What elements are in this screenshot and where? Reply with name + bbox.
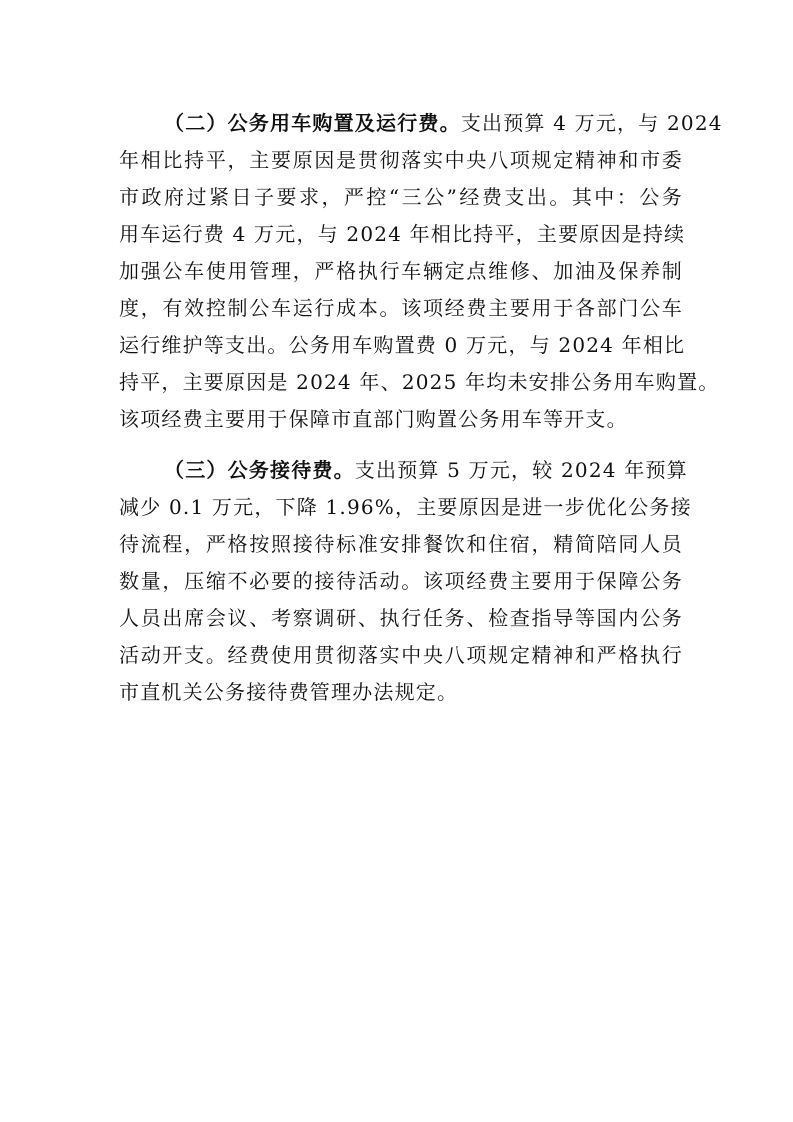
paragraph-line: 年相比持平，主要原因是贯彻落实中央八项规定精神和市委 <box>119 148 683 172</box>
paragraph-line: 度，有效控制公车运行成本。该项经费主要用于各部门公车 <box>119 296 683 320</box>
section3-line-1 <box>164 455 688 485</box>
section3-heading: （三）公务接待费。 <box>164 458 355 482</box>
section2-heading: （二）公务用车购置及运行费。 <box>164 111 461 135</box>
paragraph-line: 待流程，严格按照接待标准安排餐饮和住宿，精简陪同人员 <box>119 532 683 556</box>
paragraph-line: 加强公车使用管理，严格执行车辆定点维修、加油及保养制 <box>119 259 683 283</box>
paragraph-line: 人员出席会议、考察调研、执行任务、检查指导等国内公务 <box>119 606 683 630</box>
paragraph-line: 减少 0.1 万元，下降 1.96%，主要原因是进一步优化公务接 <box>119 495 692 519</box>
paragraph-line: 活动开支。经费使用贯彻落实中央八项规定精神和严格执行 <box>119 643 683 667</box>
paragraph-line: 持平，主要原因是 2024 年、2025 年均未安排公务用车购置。 <box>119 370 720 394</box>
paragraph-line: 市政府过紧日子要求，严控“三公”经费支出。其中：公务 <box>119 185 683 209</box>
paragraph-line: 该项经费主要用于保障市直部门购置公务用车等开支。 <box>119 407 628 431</box>
paragraph-line: 用车运行费 4 万元，与 2024 年相比持平，主要原因是持续 <box>119 222 686 246</box>
section2-line-1 <box>164 108 723 138</box>
paragraph-line: 市直机关公务接待费管理办法规定。 <box>119 680 459 704</box>
section3-text: 支出预算 5 万元，较 2024 年预算 <box>354 458 688 482</box>
paragraph-line: 运行维护等支出。公务用车购置费 0 万元，与 2024 年相比 <box>119 333 686 357</box>
paragraph-line: 数量，压缩不必要的接待活动。该项经费主要用于保障公务 <box>119 569 683 593</box>
section2-text: 支出预算 4 万元，与 2024 <box>460 111 723 135</box>
